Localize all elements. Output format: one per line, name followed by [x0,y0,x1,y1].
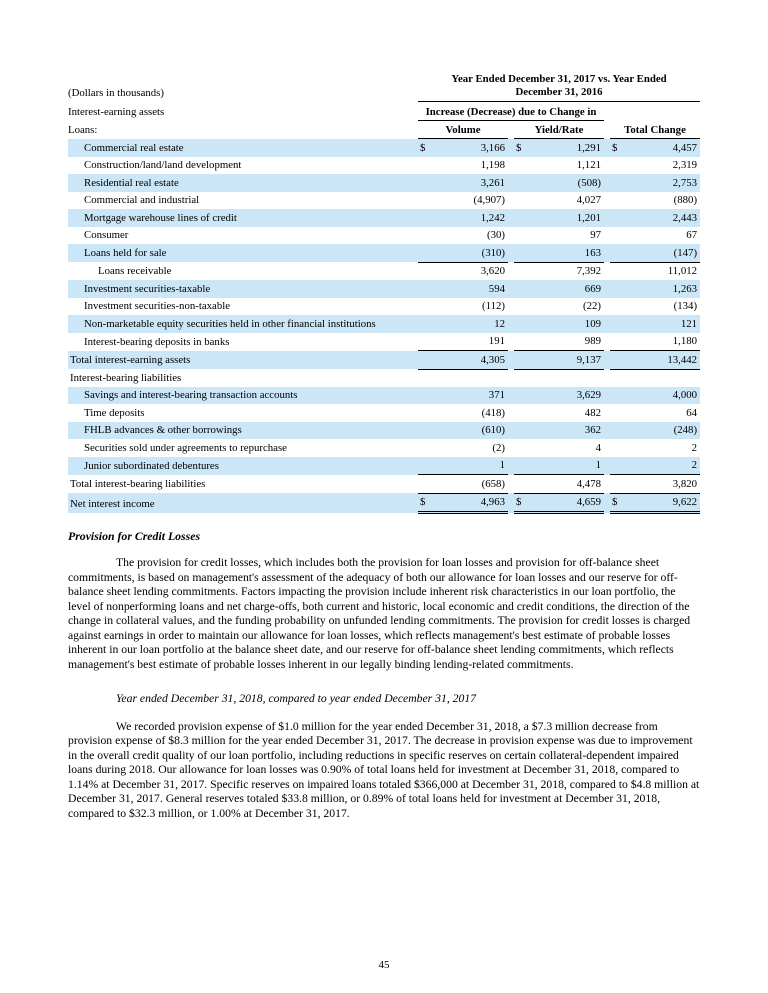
table-row [68,333,700,351]
cell-number: 97 [590,229,601,241]
row-label: Commercial and industrial [84,194,200,206]
cell-value [418,422,508,440]
dollar-sign: $ [612,496,618,508]
cell-value [514,475,604,494]
table-row [68,139,700,157]
cell-value [418,439,508,457]
cell-number: 2 [691,459,698,471]
cell-number: (310) [481,246,505,259]
table-header-row-columns [68,120,700,139]
cell-number: 1,180 [672,335,698,347]
cell-number: 121 [680,317,698,330]
cell-number: 4,457 [672,141,698,154]
rate-volume-table [68,73,700,514]
cell-value [514,404,604,422]
cell-number: 109 [584,317,601,330]
cell-value [610,227,700,245]
dollar-sign: $ [420,496,426,508]
cell-number: (610) [481,424,505,436]
cell-value [610,174,700,192]
cell-value [610,475,700,494]
page-footer [0,959,768,971]
cell-number: 4,659 [576,496,601,508]
row-label: Interest-bearing liabilities [70,371,182,384]
cell-number: 482 [584,406,601,419]
table-header-row-title [68,73,700,102]
cell-number: 594 [488,282,505,295]
change-header [418,102,604,121]
cell-number: (508) [577,176,601,189]
cell-value [514,493,604,513]
cell-value [418,157,508,175]
table-row [68,315,700,333]
cell-value [514,422,604,440]
cell-value [418,457,508,475]
cell-value [418,227,508,245]
cell-value [514,387,604,405]
cell-number: 1,198 [480,159,505,171]
row-label: Mortgage warehouse lines of credit [84,211,237,224]
cell-number: 64 [686,406,698,419]
table-header-row-change [68,102,700,121]
cell-number: (248) [673,424,698,436]
cell-number: 2,319 [672,159,698,171]
cell-number: 9,622 [672,496,698,508]
cell-value [610,457,700,475]
row-header-interest-earning-assets: Interest-earning assets [68,105,165,118]
row-label: Commercial real estate [84,141,184,154]
table-row [68,262,700,280]
row-label: Interest-bearing deposits in banks [84,335,230,348]
row-label: Investment securities-taxable [84,282,211,295]
cell-value [610,422,700,440]
cell-number: (134) [673,300,698,312]
cell-number: 3,629 [576,389,601,401]
cell-number: 3,261 [480,176,505,189]
cell-number: 67 [686,229,698,241]
cell-value [514,280,604,298]
cell-number: 3,620 [480,265,505,277]
row-label: Non-marketable equity securities held in other financial institutions [84,317,376,330]
cell-number: 362 [584,424,601,436]
cell-number: (22) [583,300,601,312]
cell-number: 9,137 [576,353,601,366]
cell-value [514,457,604,475]
cell-number: 11,012 [667,265,698,277]
row-label: Savings and interest-bearing transaction accounts [84,389,298,401]
column-header-yield-rate: Yield/Rate [514,120,604,139]
cell-number: 1 [595,459,601,471]
change-header-text: Increase (Decrease) due to Change in [425,106,597,118]
cell-number: 13,442 [667,353,698,366]
cell-value [418,333,508,351]
cell-number: 1,263 [672,282,698,295]
table-row [68,280,700,298]
cell-value [418,244,508,262]
cell-number: 1,291 [576,141,601,154]
paragraph-provision-overview: The provision for credit losses, which includes both the provision for loan losses and provision for off-balance sheet commitments, is based on management's assessment of the adequacy of both our allowance for loan losses and our reserve for off-balance sheet lending commitments. Factors impacting the provision include inherent risk characteristics in our loan portfolio, the level of nonperforming loans and net charge-offs, both current and historic, local economic and credit conditions, the direction of the change in collateral values, and the funding probability on unfunded lending commitments. The provision for credit losses is charged against earnings in order to maintain our allowance for loan losses, which reflects management's best estimate of probable losses inherent in our loan portfolio at the balance sheet date, and our reserve for off-balance sheet lending commitments, which reflects management's best estimate of probable losses inherent in our legally binding lending-related commitments. [68,556,691,671]
cell-value [514,439,604,457]
paragraph-provision-comparison: We recorded provision expense of $1.0 million for the year ended December 31, 2018, a $7.3 million decrease from provision expense of $8.3 million for the year ended December 31, 2017. The decrease in provision expense was due to improvement in the overall credit quality of our loan portfolio, including reductions in specific reserves on certain collateral-dependent impaired loans during 2018. Our allowance for loan losses was 0.90% of total loans held for investment at December 31, 2018, compared to 1.14% at December 31, 2017. Specific reserves on impaired loans totaled $366,000 at December 31, 2018, compared to $4.8 million at December 31, 2017. General reserves totaled $33.8 million, or 0.89% of total loans held for investment at December 31, 2018, compared to $32.3 million, or 1.00% at December 31, 2017. [68,719,700,820]
row-label: Consumer [84,229,129,241]
cell-value [610,333,700,351]
provision-section [68,529,700,821]
row-label: Securities sold under agreements to repurchase [84,441,287,454]
cell-number: 1,242 [480,211,505,224]
cell-value [514,351,604,370]
cell-value [610,351,700,370]
cell-value [418,262,508,280]
cell-value [610,439,700,457]
cell-value [514,174,604,192]
cell-value [418,139,508,157]
table-row [68,422,700,440]
cell-number: (2) [492,441,505,454]
table-title-text: Year Ended December 31, 2017 vs. Year Ended December 31, 2016 [451,73,667,98]
table-row [68,475,700,494]
cell-number: (30) [487,229,505,241]
cell-number: 2,753 [672,176,698,189]
cell-number: 4,478 [576,477,601,490]
row-label: FHLB advances & other borrowings [84,424,242,436]
cell-number: (112) [482,300,505,312]
cell-number: (147) [673,246,698,259]
cell-number: 371 [488,389,505,401]
cell-value [514,244,604,262]
cell-value [610,404,700,422]
table-row [68,209,700,227]
cell-value [610,493,700,513]
table-row [68,369,700,387]
cell-number: 4,027 [576,194,601,206]
cell-value [610,298,700,316]
dollar-sign: $ [516,141,522,154]
row-label: Construction/land/land development [84,159,242,171]
cell-value [514,369,604,387]
cell-number: 2,443 [672,211,698,224]
column-header-total-change: Total Change [610,120,700,139]
row-label: Loans receivable [98,265,172,277]
cell-value [418,280,508,298]
cell-value [610,262,700,280]
cell-value [418,369,508,387]
table-row [68,298,700,316]
cell-number: 1,121 [576,159,601,171]
cell-number: 4,305 [480,353,505,366]
row-label: Total interest-earning assets [70,354,191,366]
cell-value [418,475,508,494]
cell-value [514,139,604,157]
cell-value [514,298,604,316]
cell-number: (4,907) [473,194,505,206]
cell-number: 4,963 [480,496,505,508]
row-header-loans: Loans: [68,124,98,136]
cell-number: 2 [691,441,698,454]
cell-number: (418) [481,406,505,419]
row-label: Investment securities-non-taxable [84,300,231,312]
row-label: Loans held for sale [84,247,167,259]
subsection-heading: Year ended December 31, 2018, compared to year ended December 31, 2017 [116,692,477,705]
cell-number: 1,201 [576,211,601,224]
dollar-sign: $ [516,496,522,508]
cell-value [514,192,604,210]
units-note: (Dollars in thousands) [68,87,164,99]
cell-value [514,315,604,333]
cell-number: 12 [494,317,505,330]
table-row [68,244,700,262]
cell-value [610,244,700,262]
section-heading: Provision for Credit Losses [68,529,201,543]
table-row [68,404,700,422]
cell-value [418,174,508,192]
cell-value [418,209,508,227]
cell-number: 4 [595,441,601,454]
cell-value [610,315,700,333]
cell-number: 1 [499,459,505,471]
table-row [68,493,700,513]
row-label: Time deposits [84,406,145,419]
row-label: Residential real estate [84,176,179,189]
cell-value [514,157,604,175]
table-row [68,192,700,210]
column-header-volume: Volume [418,120,508,139]
cell-number: 163 [584,246,601,259]
table-row [68,227,700,245]
cell-value [610,139,700,157]
table-row [68,387,700,405]
cell-number: 989 [584,335,601,347]
table-title [418,73,700,102]
table-row [68,351,700,370]
cell-number: 3,166 [480,141,505,154]
cell-value [610,157,700,175]
row-label: Total interest-bearing liabilities [70,478,206,490]
cell-value [610,192,700,210]
cell-value [418,315,508,333]
cell-value [418,298,508,316]
cell-value [418,387,508,405]
cell-number: 7,392 [576,265,601,277]
cell-value [418,493,508,513]
cell-value [610,387,700,405]
cell-number: (658) [481,477,505,490]
cell-value [418,351,508,370]
cell-value [514,333,604,351]
cell-value [514,209,604,227]
cell-value [610,280,700,298]
cell-value [514,262,604,280]
dollar-sign: $ [420,141,426,154]
table-row [68,174,700,192]
cell-number: (880) [673,194,698,206]
cell-number: 3,820 [672,477,698,490]
table-row [68,457,700,475]
row-label: Junior subordinated debentures [84,459,219,472]
cell-value [610,369,700,387]
cell-value [610,209,700,227]
table-row [68,439,700,457]
cell-number: 4,000 [672,389,698,401]
table-row [68,157,700,175]
page-number: 45 [378,959,390,971]
dollar-sign: $ [612,141,618,154]
cell-number: 669 [584,282,601,295]
table-body [68,139,700,513]
row-label: Net interest income [70,497,155,510]
cell-value [418,404,508,422]
cell-value [514,227,604,245]
cell-value [418,192,508,210]
cell-number: 191 [488,335,505,347]
